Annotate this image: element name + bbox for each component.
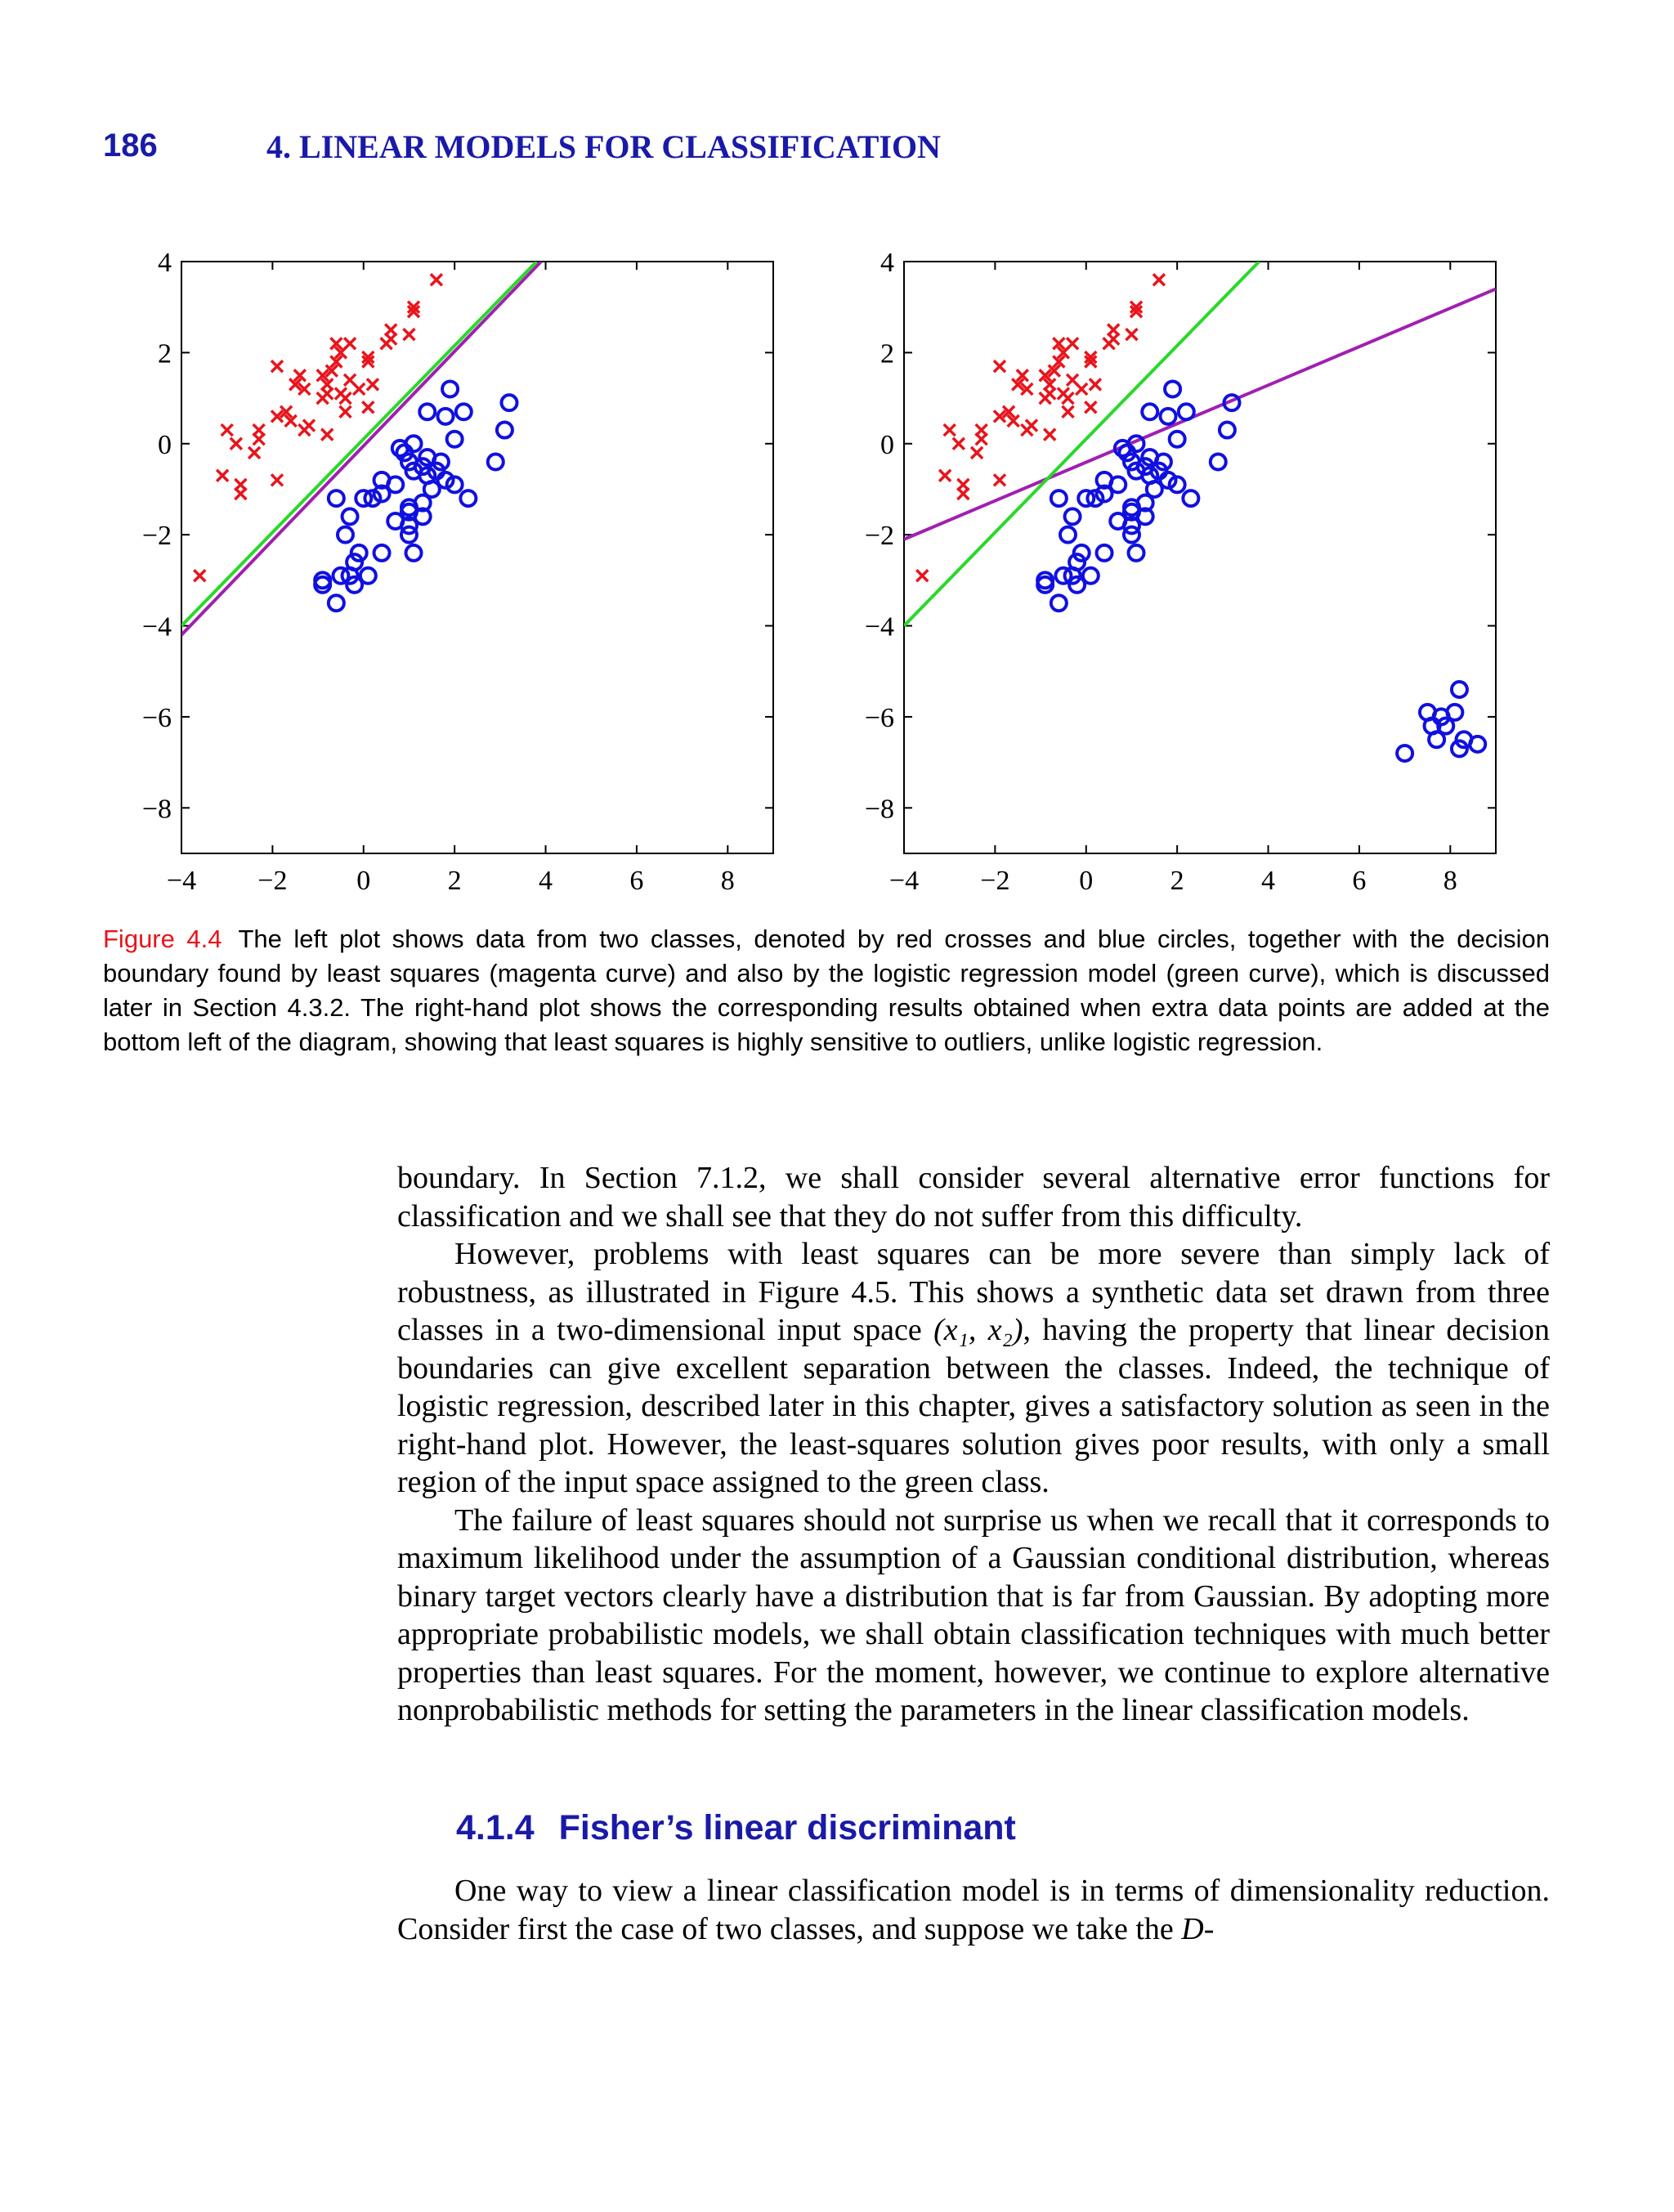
blue-circle-point — [1060, 527, 1076, 543]
red-cross-point — [1126, 329, 1137, 340]
red-cross-point — [1062, 392, 1073, 404]
x-tick-label: −2 — [980, 866, 1010, 896]
caption-label: Figure 4.4 — [103, 925, 222, 953]
red-cross-point — [367, 378, 378, 390]
axis-ticks — [142, 248, 773, 896]
y-tick-label: 4 — [880, 248, 894, 278]
paragraph-4 — [397, 1872, 1550, 1948]
x-tick-label: 0 — [356, 866, 371, 896]
y-tick-label: 0 — [880, 429, 894, 460]
red-cross-point — [944, 424, 956, 436]
figure-caption — [103, 922, 1550, 1059]
red-cross-point — [253, 433, 265, 445]
blue-circle-point — [374, 545, 390, 561]
red-cross-point — [939, 470, 951, 481]
plot-content — [904, 262, 1496, 761]
body-text — [397, 1159, 1550, 1730]
blue-circle-point — [438, 409, 454, 424]
least-squares-line — [904, 289, 1496, 539]
blue-circle-point — [497, 423, 512, 438]
blue-circle-point — [442, 381, 458, 396]
red-cross-point — [916, 570, 928, 581]
red-cross-point — [235, 488, 246, 499]
paragraph-4-text-b: - — [1203, 1911, 1215, 1946]
x-tick-label: 2 — [1170, 866, 1184, 896]
plot-content — [181, 262, 541, 635]
blue-circle-point — [329, 595, 344, 611]
blue-circle-point — [329, 490, 344, 506]
blue-circle-point — [338, 527, 353, 543]
blue-circle-point — [1097, 545, 1112, 561]
blue-circle-point — [1452, 682, 1467, 697]
red-cross-point — [1103, 338, 1115, 349]
red-cross-point — [222, 424, 233, 436]
blue-circle-point — [342, 508, 358, 524]
red-cross-point — [321, 429, 333, 441]
blue-circle-point — [1397, 746, 1412, 761]
red-cross-point — [271, 360, 283, 372]
red-cross-point — [431, 274, 442, 285]
plot-frame — [904, 262, 1496, 853]
blue-circle-point — [456, 404, 472, 419]
red-cross-point — [971, 447, 982, 459]
figure-plots — [0, 237, 1674, 916]
blue-circle-point — [1165, 381, 1180, 396]
plot-frame — [181, 262, 773, 853]
blue-circle-point — [1051, 595, 1067, 611]
paragraph-3: The failure of least squares should not surprise us when we recall that it corresponds to maximum likelihood under the assumption of a Gaussian conditional distribution, whereas binary target vectors clearly have a distribution that is far from Gaussian. By adopting more appropriate probabilistic models, we shall obtain classification techniques with much better properties than least squares. For the moment, however, we continue to explore alternative nonprobabilistic methods for setting the parameters in the linear classification models. — [397, 1502, 1550, 1727]
red-cross-point — [994, 360, 1005, 372]
paragraph-1: boundary. In Section 7.1.2, we shall consider several alternative error functions for classification and we shall see that they do not suffer from this difficulty. — [397, 1161, 1550, 1234]
red-cross-point — [1090, 378, 1101, 390]
red-cross-point — [231, 438, 242, 450]
page-number: 186 — [103, 128, 158, 163]
red-cross-point — [271, 474, 283, 486]
blue-circle-point — [1179, 404, 1194, 419]
blue-circle-point — [1051, 490, 1067, 506]
x-tick-label: 4 — [1261, 866, 1276, 896]
red-cross-point — [353, 383, 365, 395]
x-tick-label: 0 — [1079, 866, 1094, 896]
y-tick-label: −6 — [141, 702, 172, 733]
section-title: Fisher’s linear discriminant — [558, 1808, 1016, 1847]
y-tick-label: −2 — [864, 521, 894, 552]
x-tick-label: 2 — [447, 866, 462, 896]
red-cross-point — [957, 488, 969, 499]
y-tick-label: 2 — [880, 338, 894, 369]
blue-circle-point — [1170, 432, 1185, 447]
caption-text: The left plot shows data from two classes, denoted by red crosses and blue circles, together with the decision boundary found by least squares (magenta curve) and also by the logistic regression model (green curve), which is discussed later in Section 4.3.2. The right-hand plot shows the corresponding results obtained when extra data points are added at the bottom left of the diagram, showing that least squares is highly sensitive to outliers, unlike logistic regression. — [103, 925, 1550, 1056]
y-tick-label: 2 — [158, 338, 172, 369]
section-number: 4.1.4 — [456, 1808, 535, 1847]
x-tick-label: 6 — [629, 866, 644, 896]
red-cross-point — [953, 438, 965, 450]
math-d: D — [1181, 1911, 1204, 1946]
blue-circle-point — [1183, 490, 1198, 506]
blue-circle-point — [1142, 404, 1157, 419]
paragraph-2-text-a: However, problems with least squares can be more severe than simply lack of robustness, as illustrated in Figure 4.5. This shows a synthetic data set drawn from three classes in a two-dimensional input space — [397, 1237, 1550, 1347]
blue-circle-point — [1220, 423, 1235, 438]
x-tick-label: 6 — [1352, 866, 1367, 896]
x-tick-label: 4 — [539, 866, 553, 896]
red-cross-point — [298, 424, 310, 436]
axis-ticks — [865, 248, 1496, 896]
math-x1-x2: (x₁, x₂) — [933, 1313, 1023, 1347]
y-tick-label: −8 — [864, 794, 894, 825]
blue-circle-point — [501, 395, 517, 410]
x-tick-label: −4 — [888, 866, 920, 896]
red-cross-point — [994, 474, 1005, 486]
x-tick-label: 8 — [1443, 866, 1457, 896]
y-tick-label: −4 — [864, 611, 894, 643]
y-tick-label: −4 — [141, 611, 172, 643]
y-tick-label: 4 — [158, 248, 172, 278]
red-cross-point — [362, 401, 374, 413]
blue-circle-point — [1211, 454, 1226, 470]
x-tick-label: −2 — [257, 866, 288, 896]
section-heading — [456, 1808, 1016, 1848]
paragraph-2 — [397, 1235, 1550, 1502]
y-tick-label: −2 — [141, 521, 172, 552]
blue-circle-point — [406, 545, 422, 561]
red-cross-point — [339, 392, 351, 404]
red-cross-point — [1085, 401, 1096, 413]
red-cross-point — [194, 570, 205, 581]
body-text-2 — [397, 1872, 1550, 1948]
red-cross-point — [1062, 406, 1073, 418]
blue-circle-point — [1129, 545, 1144, 561]
left-plot — [142, 248, 773, 896]
x-tick-label: 8 — [720, 866, 735, 896]
y-tick-label: 0 — [158, 429, 172, 460]
red-cross-point — [976, 433, 987, 445]
paragraph-4-text-a: One way to view a linear classification model is in terms of dimensionality reduction. Consider first the case of two classes, and suppose we take the — [397, 1874, 1550, 1946]
red-cross-point — [217, 470, 228, 481]
figure-4-4 — [0, 237, 1674, 916]
red-cross-point — [248, 447, 260, 459]
red-cross-point — [317, 392, 329, 404]
paragraph-2-text-b: , having the property that linear decision boundaries can give excellent separation between the classes. Indeed, the technique of logistic regression, described later in this chapter, gives a satisfactory solution as seen in the right-hand plot. However, the least-squares solution gives poor results, with only a small region of the input space assigned to the green class. — [397, 1313, 1551, 1499]
x-tick-label: −4 — [166, 866, 197, 896]
red-cross-point — [403, 329, 414, 340]
blue-circle-point — [460, 490, 476, 506]
blue-circle-point — [1161, 409, 1176, 424]
blue-circle-point — [488, 454, 504, 470]
right-plot — [865, 248, 1496, 896]
blue-circle-point — [447, 432, 463, 447]
red-cross-point — [1021, 424, 1032, 436]
y-tick-label: −6 — [864, 702, 894, 733]
chapter-title: 4. LINEAR MODELS FOR CLASSIFICATION — [266, 128, 941, 165]
red-cross-point — [1076, 383, 1087, 395]
red-cross-point — [381, 338, 392, 349]
y-tick-label: −8 — [141, 794, 172, 825]
red-cross-point — [1153, 274, 1165, 285]
red-cross-point — [1040, 392, 1051, 404]
blue-circle-point — [1065, 508, 1081, 524]
red-cross-point — [1044, 429, 1055, 441]
red-cross-point — [339, 406, 351, 418]
blue-circle-point — [419, 404, 435, 419]
